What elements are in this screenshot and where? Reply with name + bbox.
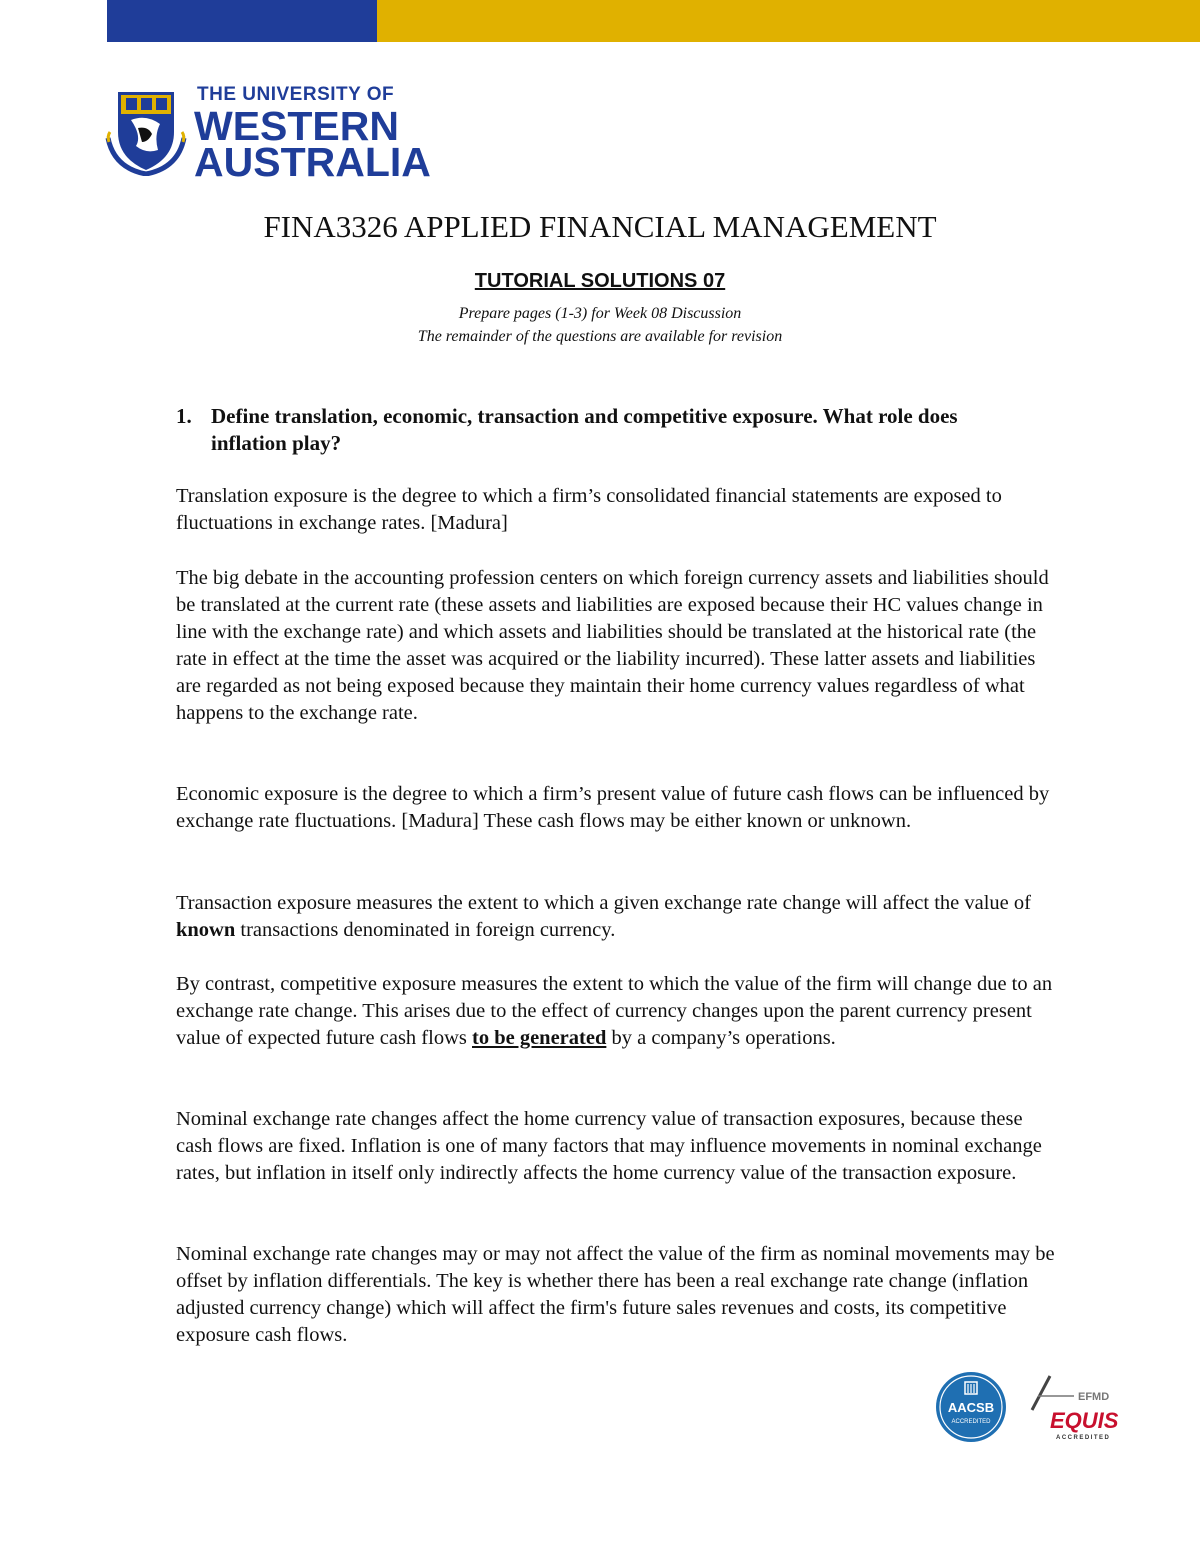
document-title: FINA3326 APPLIED FINANCIAL MANAGEMENT [263, 209, 937, 244]
equis-sub-label: ACCREDITED [1056, 1435, 1111, 1441]
p5-text-before: By contrast, competitive exposure measures the extent to which the value of the firm will change due to an exchange rate change. This arises due to the effect of currency changes upon the parent currency present value of expected future cash flows [176, 973, 1053, 1049]
efmd-label: EFMD [1078, 1391, 1110, 1403]
note-line-2: The remainder of the questions are available for revision [417, 328, 783, 345]
logo-line-3: AUSTRALIA [194, 139, 431, 185]
question-text: Define translation, economic, transaction and competitive exposure. What role does inflation play? [211, 404, 958, 455]
p4-bold-known: known [176, 919, 236, 941]
note-line-1: Prepare pages (1-3) for Week 08 Discussion [458, 305, 742, 322]
p4-text-after: transactions denominated in foreign currency. [235, 919, 616, 941]
header-bar-blue [107, 0, 377, 42]
paragraph-translation-exposure: Translation exposure is the degree to which a firm’s consolidated financial statements are exposed to fluctuations in exchange rates. [Madura] [176, 485, 1002, 534]
p5-emphasis: to be generated [472, 1027, 607, 1049]
header-color-bar [107, 0, 1200, 42]
p4-text-before: Transaction exposure measures the extent to which a given exchange rate change will affect the value of [176, 892, 1031, 914]
logo-line-2: WESTERN [194, 103, 399, 149]
paragraph-competitive-exposure [176, 971, 1056, 1052]
uwa-crest-icon [104, 84, 188, 176]
paragraph-economic-exposure: Economic exposure is the degree to which a firm’s present value of future cash flows can be influenced by exchange rate fluctuations. [Madura] These cash flows may be either known or unknown. [176, 783, 1050, 832]
header-bar-gold [377, 0, 1200, 42]
question-1 [176, 403, 1036, 457]
paragraph-transaction-exposure [176, 890, 1056, 944]
aacsb-sub-label: ACCREDITED [951, 1419, 991, 1425]
equis-badge [1028, 1372, 1128, 1442]
university-logo [104, 84, 431, 185]
logo-line-1: THE UNIVERSITY OF [197, 84, 395, 105]
paragraph-nominal-transaction: Nominal exchange rate changes affect the home currency value of transaction exposures, because these cash flows are fixed. Inflation is one of many factors that may influence movements in nominal exchange rates, but inflation in itself only indirectly affects the home currency value of the transaction exposure. [176, 1108, 1042, 1184]
aacsb-label: AACSB [947, 1400, 995, 1415]
paragraph-accounting-debate: The big debate in the accounting profession centers on which foreign currency assets and liabilities should be translated at the current rate (these assets and liabilities are exposed because their HC values change in line with the exchange rate) and which assets and liabilities should be translated at the historical rate (the rate in effect at the time the asset was acquired or the liability incurred). These latter assets and liabilities are regarded as not being exposed because they maintain their home currency values regardless of what happens to the exchange rate. [176, 567, 1049, 724]
equis-label: EQUIS [1050, 1408, 1119, 1433]
p5-text-after: by a company’s operations. [606, 1027, 836, 1049]
paragraph-nominal-competitive: Nominal exchange rate changes may or may not affect the value of the firm as nominal movements may be offset by inflation differentials. The key is whether there has been a real exchange rate change (inflation adjusted currency change) which will affect the firm's future sales revenues and costs, its competitive exposure cash flows. [176, 1243, 1055, 1346]
question-number: 1. [176, 404, 192, 428]
document-subtitle: TUTORIAL SOLUTIONS 07 [474, 270, 726, 292]
aacsb-badge [930, 1370, 1012, 1444]
